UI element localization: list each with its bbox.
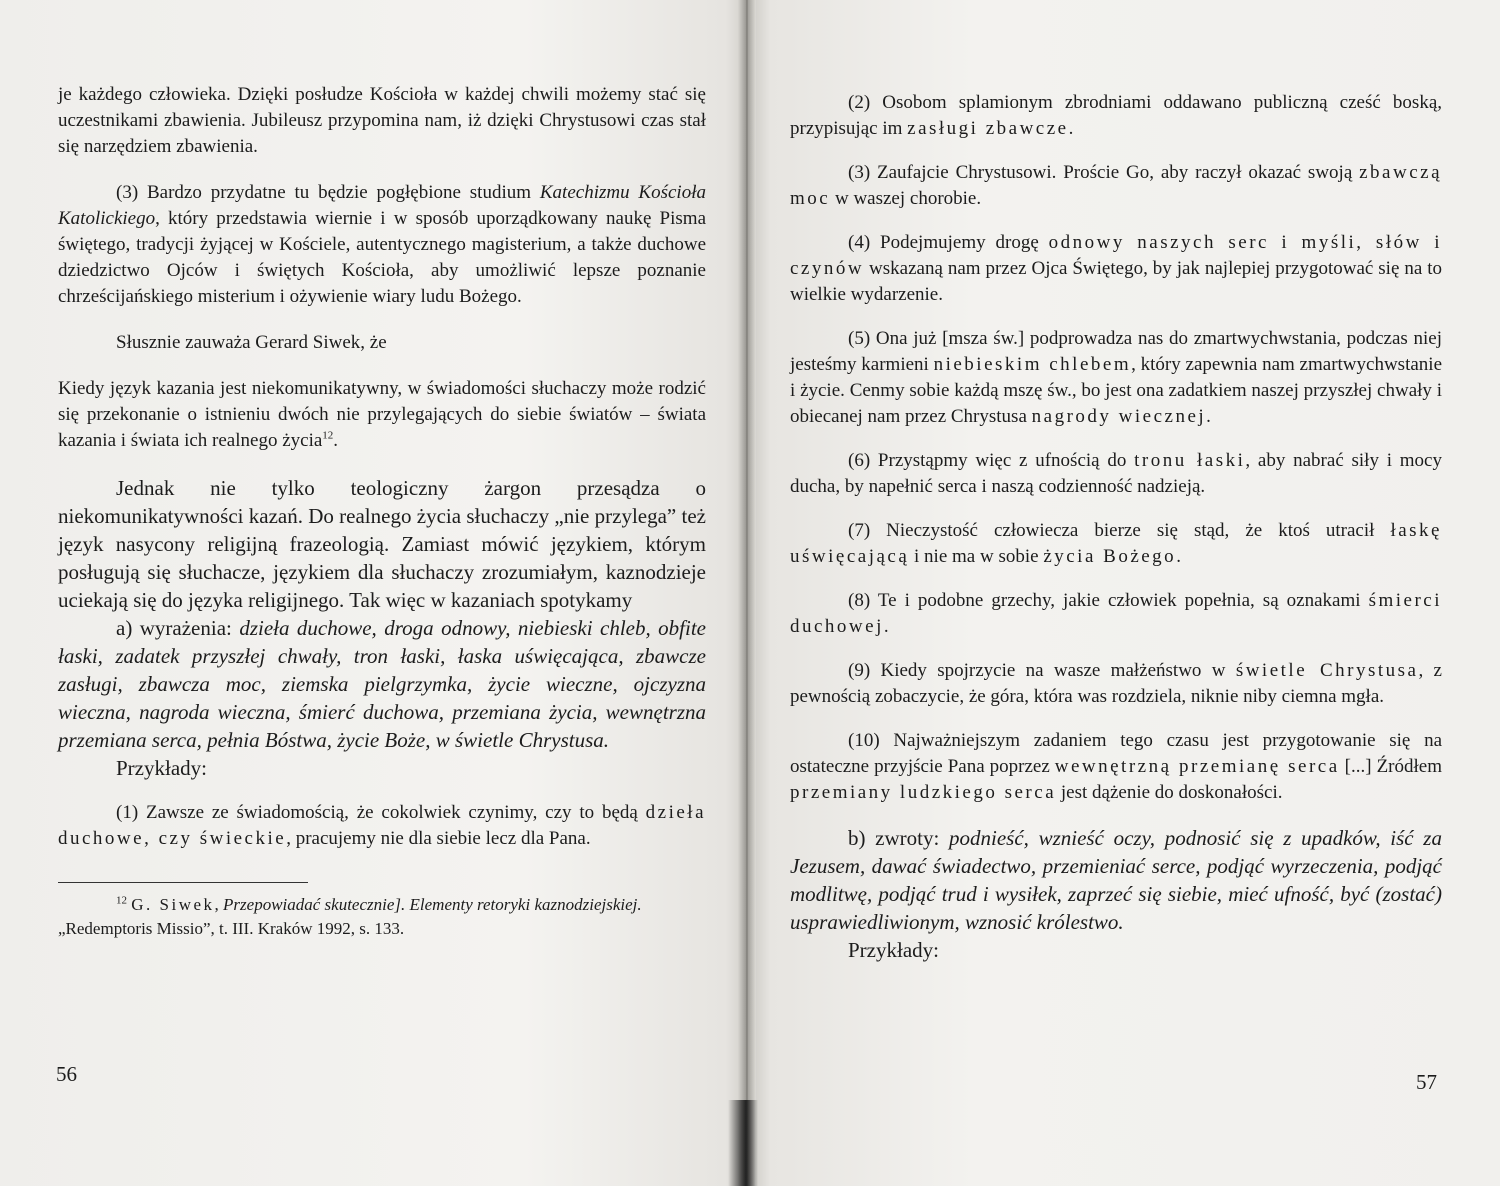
paragraph-jednak: Jednak nie tylko teologiczny żargon przesądza o niekomunikatywności kazań. Do realnego życia słuchaczy „nie przylega” też język nasycony religijną frazeologią. Zamiast mówić językiem, którym posługują się słuchacze, językiem dla słuchaczy zrozumiałym, kaznodzieje uciekają się do języka religijnego. Tak więc w kazaniach spotykamy [58, 476, 706, 612]
list-a-items: dzieła duchowe, droga odnowy, niebieski chleb, obfite łaski, zadatek przyszłej chwały, tron łaski, łaska uświęcająca, zbawcze zasługi, zbawcza moc, ziemska pielgrzymka, życie wieczne, ojczyzna wieczna, nagroda wieczna, śmierć duchowa, przemiana życia, wewnętrzna przemiana serca, pełnia Bóstwa, życie Boże, w świetle Chrystusa. [58, 616, 706, 752]
example-5: (5) Ona już [msza św.] podprowadza nas do zmartwychwstania, podczas niej jesteśmy karmieni niebieskim chlebem, który zapewnia nam zmartwychwstanie i życie. Cenmy sobie każdą mszę św., bo jest ona zadatkiem naszej przyszłej chwały i obiecanej nam przez Chrystusa nagrody wiecznej. [790, 328, 1443, 427]
example-2: (2) Osobom splamionym zbrodniami oddawano publiczną cześć boską, przypisując im zasługi zbawcze. [790, 92, 1442, 139]
page-number-left: 56 [56, 1062, 77, 1086]
siwek-intro: Słusznie zauważa Gerard Siwek, że [116, 332, 387, 353]
list-b: b) zwroty: podnieść, wznieść oczy, podnosić się z upadków, iść za Jezusem, dawać świadectwo, przemieniać serce, podjąć wyrzeczenia, podjąć modlitwę, podjąć trud i wysiłek, zaprzeć się siebie, mieć ufność, być (zostać) usprawiedliwionym, wznosić królestwo. [790, 826, 1442, 934]
intro-paragraph: je każdego człowieka. Dzięki posłudze Kościoła w każdej chwili możemy stać się uczestnikami zbawienia. Jubileusz przypomina nam, iż dzięki Chrystusowi czas stał się narzędziem zbawienia. [58, 84, 706, 157]
gutter-shadow [728, 1100, 758, 1186]
page-number-right: 57 [1416, 1070, 1437, 1094]
list-a: a) wyrażenia: dzieła duchowe, droga odnowy, niebieski chleb, obfite łaski, zadatek przyszłej chwały, tron łaski, łaska uświęcająca, zbawcze zasługi, zbawcza moc, ziemska pielgrzymka, życie wieczne, ojczyzna wieczna, nagroda wieczna, śmierć duchowa, przemiana życia, wewnętrzna przemiana serca, pełnia Bóstwa, życie Boże, w świetle Chrystusa. [58, 616, 706, 752]
catechism-title: Katechizmu Kościoła Katolickiego [58, 182, 706, 229]
right-text-column [790, 90, 1442, 964]
example-8: (8) Te i podobne grzechy, jakie człowiek popełnia, są oznakami śmierci duchowej. [790, 590, 1442, 637]
footnote-ref: 12 [322, 429, 334, 442]
example-9: (9) Kiedy spojrzycie na wasze małżeństwo w świetle Chrystusa, z pewnością zobaczycie, że góra, która was rozdziela, niknie niby ciemna mgła. [790, 660, 1442, 707]
block-quote: Kiedy język kazania jest niekomunikatywny, w świadomości słuchaczy może rodzić się przekonanie o istnieniu dwóch nie przylegających do siebie światów – świata kazania i świata ich realnego życia$^{12}$. [58, 378, 706, 451]
example-6: (6) Przystąpmy więc z ufnością do tronu łaski, aby nabrać siły i mocy ducha, by napełnić serca i naszą codzienność nadzieją. [790, 450, 1442, 497]
left-text-column [58, 82, 706, 941]
footnote-12: $^{12}$ G. Siwek, Przepowiadać skutecznie]. Elementy retoryki kaznodziejskiej. „Redemptoris Missio”, t. III. Kraków 1992, s. 133. [58, 894, 642, 938]
book-gutter [738, 0, 756, 1186]
example-10: (10) Najważniejszym zadaniem tego czasu jest przygotowanie się na ostateczne przyjście Pana poprzez wewnętrzną przemianę serca [...] Źródłem przemiany ludzkiego serca jest dążenie do doskonałości. [790, 730, 1442, 803]
example-4: (4) Podejmujemy drogę odnowy naszych serc i myśli, słów i czynów wskazaną nam przez Ojca Świętego, by jak najlepiej przygotować się na to wielkie wydarzenie. [790, 232, 1443, 305]
example-1: (1) Zawsze ze świadomością, że cokolwiek czynimy, czy to będą dzieła duchowe, czy świeckie, pracujemy nie dla siebie lecz dla Pana. [58, 802, 706, 849]
examples-label: Przykłady: [116, 756, 207, 780]
footnote-rule [58, 882, 308, 883]
example-7: (7) Nieczystość człowiecza bierze się stąd, że ktoś utracił łaskę uświęcającą i nie ma w sobie życia Bożego. [790, 520, 1442, 567]
example-3: (3) Zaufajcie Chrystusowi. Proście Go, aby raczył okazać swoją zbawczą moc w waszej chorobie. [790, 162, 1442, 209]
list-b-items: podnieść, wznieść oczy, podnosić się z upadków, iść za Jezusem, dawać świadectwo, przemieniać serce, podjąć wyrzeczenia, podjąć modlitwę, podjąć trud i wysiłek, zaprzeć się siebie, mieć ufność, być (zostać) usprawiedliwionym, wznosić królestwo. [790, 826, 1442, 934]
examples-label-right: Przykłady: [848, 938, 939, 962]
paragraph-3: (3) Bardzo przydatne tu będzie pogłębione studium Katechizmu Kościoła Katolickiego, który przedstawia wiernie i w sposób uporządkowany naukę Pisma świętego, tradycji żyjącej w Kościele, autentycznego magisterium, a także duchowe dziedzictwo Ojców i świętych Kościoła, aby umożliwić lepsze poznanie chrześcijańskiego misterium i ożywienie wiary ludu Bożego. [58, 182, 706, 307]
